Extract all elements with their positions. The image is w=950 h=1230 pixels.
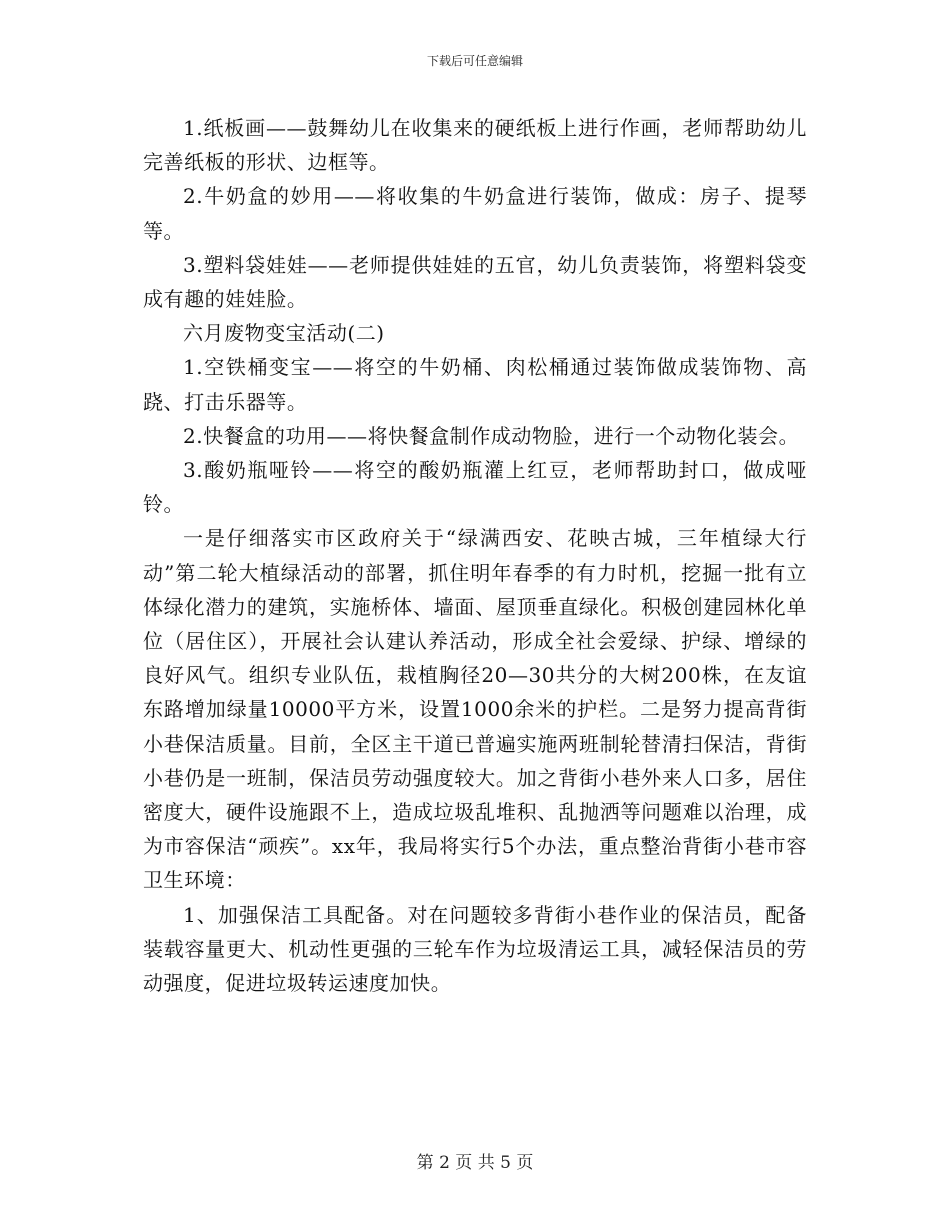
paragraph-milk-box: 2.牛奶盒的妙用——将收集的牛奶盒进行装饰，做成：房子、提琴等。 (143, 184, 807, 243)
paragraph-yogurt-dumbbell: 3.酸奶瓶哑铃——将空的酸奶瓶灌上红豆，老师帮助封口，做成哑铃。 (143, 458, 807, 517)
paragraph-iron-bucket: 1.空铁桶变宝——将空的牛奶桶、肉松桶通过装饰做成装饰物、高跷、打击乐器等。 (143, 355, 807, 414)
paragraph-plastic-bag-doll: 3.塑料袋娃娃——老师提供娃娃的五官，幼儿负责装饰，将塑料袋变成有趣的娃娃脸。 (143, 252, 807, 312)
paragraph-cardboard-painting: 1.纸板画——鼓舞幼儿在收集来的硬纸板上进行作画，老师帮助幼儿完善纸板的形状、边框等。 (143, 116, 807, 175)
page-footer: 第 2 页 共 5 页 (416, 1153, 534, 1173)
paragraph-fast-food-box: 2.快餐盒的功用——将快餐盒制作成动物脸，进行一个动物化装会。 (183, 423, 800, 448)
page-header: 下载后可任意编辑 (426, 54, 523, 68)
document-body (143, 111, 807, 1000)
section-heading: 六月废物变宝活动(二) (183, 321, 385, 346)
paragraph-cleaning-tools: 1、加强保洁工具配备。对在问题较多背街小巷作业的保洁员，配备装载容量更大、机动性更强的三轮车作为垃圾清运工具，减轻保洁员的劳动强度，促进垃圾转运速度加快。 (143, 902, 807, 996)
paragraph-greening-and-cleaning: 一是仔细落实市区政府关于“绿满西安、花映古城，三年植绿大行动”第二轮大植绿活动的部署，抓住明年春季的有力时机，挖掘一批有立体绿化潜力的建筑，实施桥体、墙面、屋顶垂直绿化。积极创建园林化单位（居住区），开展社会认建认养活动，形成全社会爱绿、护绿、增绿的良好风气。组织专业队伍，栽植胸径20—30共分的大树200株，在友谊东路增加绿量10000平方米，设置1000余米的护栏。二是努力提高背街小巷保洁质量。目前，全区主干道已普遍实施两班制轮替清扫保洁，背街小巷仍是一班制，保洁员劳动强度较大。加之背街小巷外来人口多，居住密度大，硬件设施跟不上，造成垃圾乱堆积、乱抛洒等问题难以治理，成为市容保洁“顽疾”。xx年，我局将实行5个办法，重点整治背街小巷市容卫生环境： (143, 526, 807, 893)
